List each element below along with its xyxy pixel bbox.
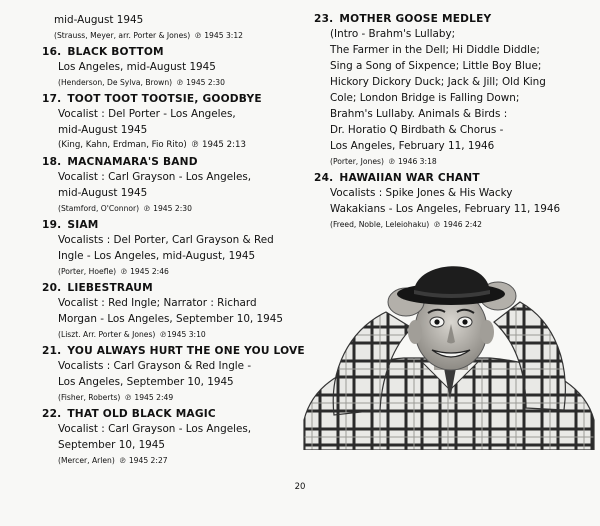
track-credit [58,76,300,89]
track-name: YOU ALWAYS HURT THE ONE YOU LOVE [67,345,305,357]
track-name: LIEBESTRAUM [67,282,153,294]
track-number: 22. [42,408,62,420]
track-name: BLACK BOTTOM [67,46,164,58]
copyright-duration: ℗ 1945 2:46 [120,267,169,276]
composer-credit: (Mercer, Arlen) [58,456,115,465]
track-credit [58,265,300,278]
performer-photo [294,250,600,450]
track-detail-line: Morgan - Los Angeles, September 10, 1945 [58,313,283,325]
track-title [314,12,584,26]
track-number: 18. [42,156,62,168]
track-entry [42,92,300,152]
composer-credit: (Freed, Noble, Leleiohaku) [330,220,430,229]
track-credit [58,328,300,341]
track-number: 17. [42,93,62,105]
track-title [42,407,300,421]
copyright-duration: ℗ 1945 2:13 [190,140,246,150]
track-detail-line: Vocalists : Spike Jones & His Wacky [330,187,513,199]
track-credit [58,202,300,215]
track-name: THAT OLD BLACK MAGIC [67,408,216,420]
track-name: HAWAIIAN WAR CHANT [339,172,480,184]
track-detail-line: Ingle - Los Angeles, mid-August, 1945 [58,250,256,262]
track-name: SIAM [67,219,99,231]
track-number: 23. [314,13,334,25]
track-title [42,218,300,232]
track-detail-line: Vocalist : Del Porter - Los Angeles, [58,108,236,120]
track-credit [58,139,300,152]
composer-credit: (Porter, Hoefle) [58,267,117,276]
track-detail-line: Los Angeles, September 10, 1945 [58,376,234,388]
composer-credit: (Henderson, De Sylva, Brown) [58,78,173,87]
track-credit [330,218,584,231]
track-entry [42,12,300,42]
track-title [42,92,300,106]
track-detail-line: Cole; London Bridge is Falling Down; [330,92,520,104]
copyright-duration: ℗ 1945 2:49 [124,393,174,402]
track-number: 16. [42,46,62,58]
track-detail-line: Vocalist : Carl Grayson - Los Angeles, [58,423,252,435]
track-detail-line: mid-August 1945 [58,187,148,199]
track-name: MACNAMARA'S BAND [67,156,198,168]
composer-credit: (Strauss, Meyer, arr. Porter & Jones) [54,31,191,40]
track-name: MOTHER GOOSE MEDLEY [339,13,492,25]
track-detail-line: mid-August 1945 [54,14,144,26]
copyright-duration: ℗ 1945 2:30 [143,204,192,213]
composer-credit: (Fisher, Roberts) [58,393,121,402]
track-entry [314,12,584,168]
track-credit [58,391,300,404]
copyright-duration: ℗ 1945 3:12 [194,31,244,40]
track-entry [42,155,300,215]
copyright-duration: ℗ 1945 2:27 [118,456,168,465]
track-detail-line: (Intro - Brahm's Lullaby; [330,28,456,40]
track-title [42,45,300,59]
track-list-left [42,12,305,470]
track-title [314,171,584,185]
track-detail-line: mid-August 1945 [58,124,148,136]
track-detail-line: Los Angeles, mid-August 1945 [58,61,216,73]
track-entry [42,218,300,278]
track-detail-line: The Farmer in the Dell; Hi Diddle Diddle; [330,44,540,56]
track-number: 19. [42,219,62,231]
track-entry [42,407,300,467]
track-number: 20. [42,282,62,294]
composer-credit: (King, Kahn, Erdman, Fio Rito) [58,140,187,150]
track-entry [42,281,300,341]
track-entry [314,171,584,231]
track-title [42,281,300,295]
track-credit [54,29,300,42]
track-title [42,344,305,358]
copyright-duration: ℗ 1945 2:30 [176,78,225,87]
composer-credit: (Liszt. Arr. Porter & Jones) [58,330,156,339]
track-detail-line: Brahm's Lullaby. Animals & Birds : [330,108,508,120]
track-detail-line: Dr. Horatio Q Birdbath & Chorus - [330,124,504,136]
track-list-right [314,12,584,234]
track-detail-line: September 10, 1945 [58,439,166,451]
copyright-duration: ℗1945 3:10 [159,330,206,339]
track-detail-line: Wakakians - Los Angeles, February 11, 1946 [330,203,561,215]
track-detail-line: Los Angeles, February 11, 1946 [330,140,495,152]
track-credit [330,155,584,168]
track-detail-line: Vocalists : Del Porter, Carl Grayson & Red [58,234,274,246]
copyright-duration: ℗ 1946 2:42 [433,220,483,229]
track-detail-line: Vocalists : Carl Grayson & Red Ingle - [58,360,252,372]
track-name: TOOT TOOT TOOTSIE, GOODBYE [67,93,262,105]
track-title [42,155,300,169]
track-detail-line: Vocalist : Red Ingle; Narrator : Richard [58,297,257,309]
page-number: 20 [294,482,306,492]
performer-illustration [294,250,600,450]
track-detail-line: Vocalist : Carl Grayson - Los Angeles, [58,171,252,183]
track-detail-line: Hickory Dickory Duck; Jack & Jill; Old King [330,76,546,88]
composer-credit: (Porter, Jones) [330,157,384,166]
track-number: 21. [42,345,62,357]
track-entry [42,344,305,404]
track-detail-line: Sing a Song of Sixpence; Little Boy Blue; [330,60,542,72]
track-number: 24. [314,172,334,184]
composer-credit: (Stamford, O'Connor) [58,204,140,213]
track-entry [42,45,300,89]
track-credit [58,454,300,467]
copyright-duration: ℗ 1946 3:18 [387,157,437,166]
